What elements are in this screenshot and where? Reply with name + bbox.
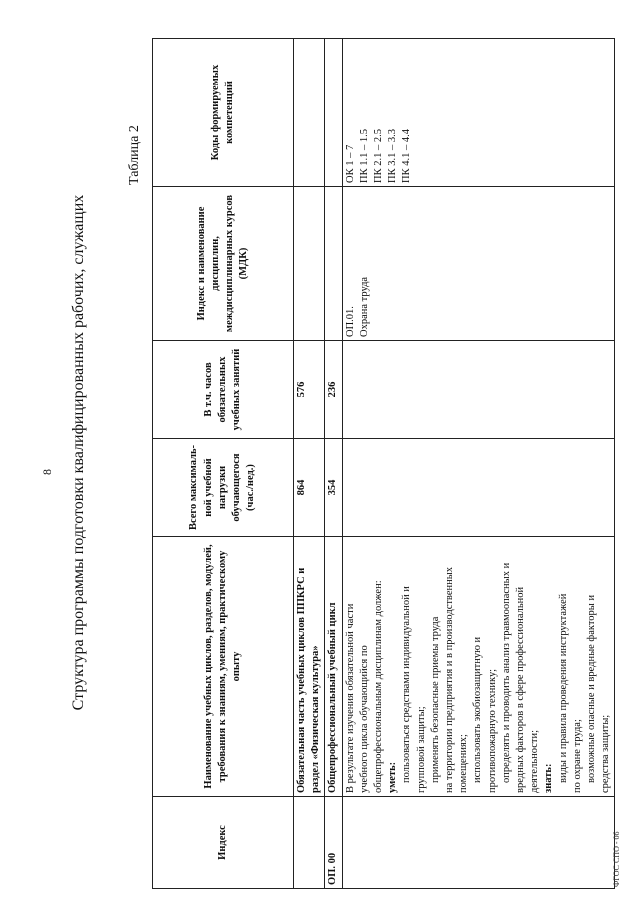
content-line: применять безопасные приемы труда: [429, 616, 441, 783]
competence-code: ПК 2.1 – 2.5: [373, 129, 385, 183]
discipline-name: Охрана труда: [358, 276, 370, 337]
row1-total: 864: [294, 439, 325, 537]
header-discipline: Индекс и наименование дисциплин, междисциплинарных курсов (МДК): [153, 187, 294, 341]
content-line: вредных факторов в сфере профессиональной: [515, 586, 527, 793]
competence-code: ПК 3.1 – 3.3: [387, 129, 399, 183]
header-name: Наименование учебных циклов, разделов, модулей, требования к знаниям, умениям, практическому опыту: [153, 537, 294, 797]
content-line: возможные опасные и вредные факторы и: [586, 594, 598, 783]
row3-total: [342, 439, 615, 537]
row2-codes: [325, 39, 342, 187]
competence-code: ПК 4.1 – 4.4: [401, 129, 413, 183]
row2-total: 354: [325, 439, 342, 537]
row1-name: Обязательная часть учебных циклов ППКРС и раздел «Физическая культура»: [294, 537, 325, 797]
content-line: виды и правила проведения инструктажей: [557, 593, 569, 783]
table-header-row: [153, 39, 294, 889]
content-label-znat: знать:: [543, 763, 555, 793]
row3-codes: [342, 39, 615, 187]
content-label-umet: уметь:: [387, 761, 399, 793]
table-row: [294, 39, 325, 889]
header-total: Всего максималь-ной учебной нагрузки обучающегося (час./нед.): [153, 439, 294, 537]
row1-required: 576: [294, 341, 325, 439]
content-line: групповой защиты;: [415, 706, 427, 793]
table-row: [325, 39, 342, 889]
row1-index: [294, 797, 325, 889]
content-line: помещениях;: [458, 734, 470, 793]
content-line: деятельности;: [529, 729, 541, 793]
row3-content: [342, 537, 615, 797]
header-required: В т.ч. часов обязательных учебных занятий: [153, 341, 294, 439]
structure-table: [152, 38, 615, 889]
competence-code: ПК 1.1 – 1.5: [358, 129, 370, 183]
content-line: В результате изучения обязательной части: [344, 603, 356, 793]
content-line: учебного цикла обучающийся по: [358, 645, 370, 793]
row3-required: [342, 341, 615, 439]
page-number: 8: [40, 469, 54, 475]
content-line: средства защиты;: [600, 714, 612, 793]
row1-codes: [294, 39, 325, 187]
content-line: на территории предприятия и в производственных: [444, 566, 456, 793]
content-line: пользоваться средствами индивидуальной и: [401, 586, 413, 783]
content-line: определять и проводить анализ травмоопасных и: [500, 562, 512, 783]
content-line: общепрофессиональным дисциплинам должен:: [373, 580, 385, 793]
table-caption: Таблица 2: [127, 125, 142, 185]
header-codes: Коды формируемых компетенций: [153, 39, 294, 187]
row3-discipline: [342, 187, 615, 341]
content-line: по охране труда;: [571, 719, 583, 793]
table-row: [342, 39, 615, 889]
header-index: Индекс: [153, 797, 294, 889]
row2-required: 236: [325, 341, 342, 439]
competence-code: ОК 1 – 7: [344, 144, 356, 183]
row2-discipline: [325, 187, 342, 341]
footer-mark: ФГОС СПО - 06: [612, 831, 621, 887]
row1-discipline: [294, 187, 325, 341]
row2-index: ОП. 00: [325, 797, 342, 889]
row2-name: Общепрофессиональный учебный цикл: [325, 537, 342, 797]
content-line: использовать экобиозащитную и: [472, 636, 484, 783]
row3-index: [342, 797, 615, 889]
content-line: противопожарную технику;: [486, 668, 498, 793]
page-title: Структура программы подготовки квалифицированных рабочих, служащих: [70, 194, 87, 711]
discipline-code: ОП.01.: [344, 306, 356, 337]
